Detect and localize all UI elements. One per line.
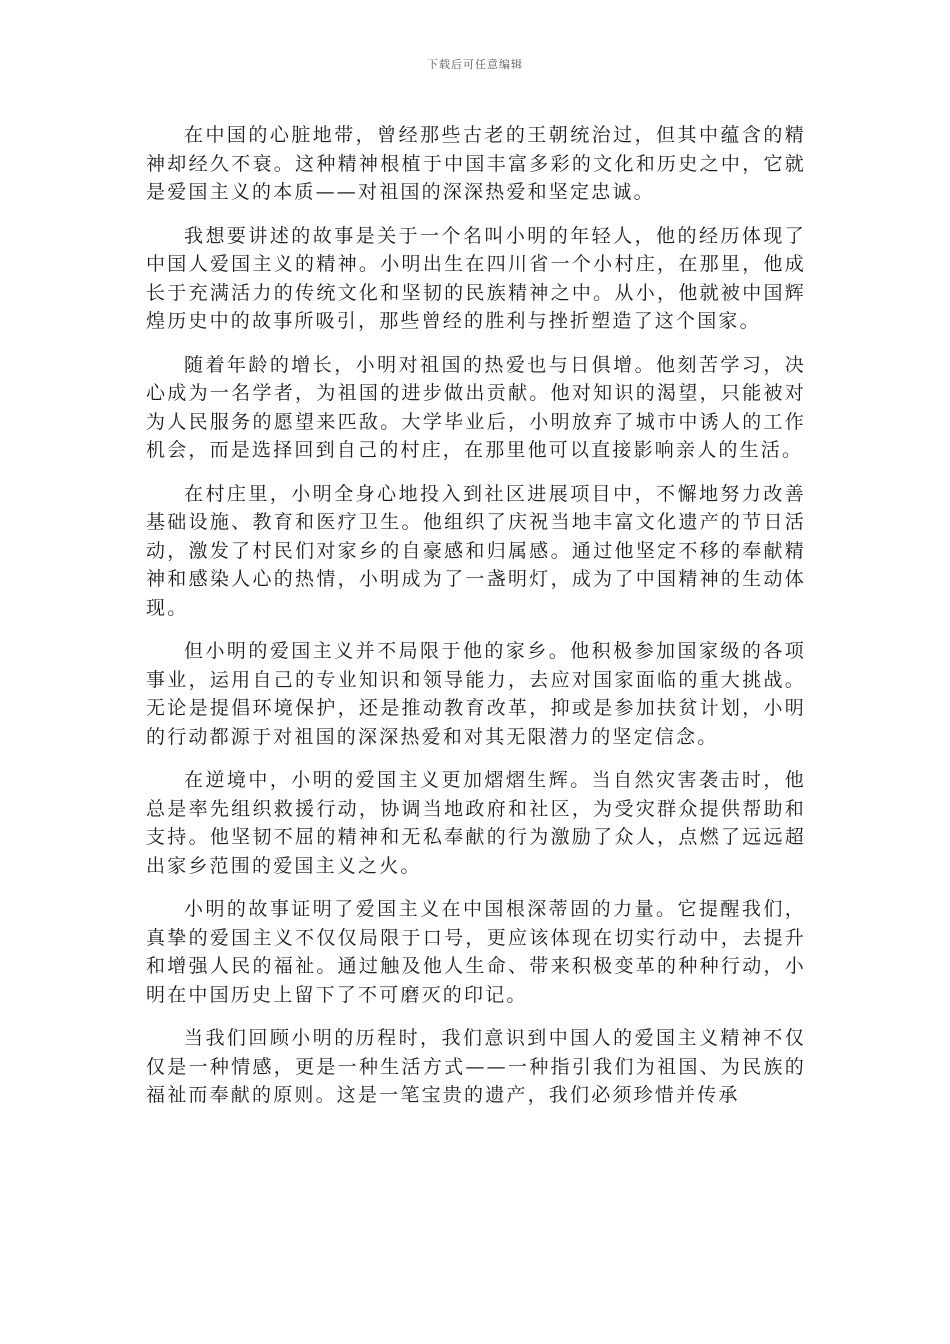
paragraph-7: 小明的故事证明了爱国主义在中国根深蒂固的力量。它提醒我们，真挚的爱国主义不仅仅局限于口号，更应该体现在切实行动中，去提升和增强人民的福祉。通过触及他人生命、带来积极变革的种种行动，小明在中国历史上留下了不可磨灭的印记。 xyxy=(146,898,806,1006)
paragraph-8: 当我们回顾小明的历程时，我们意识到中国人的爱国主义精神不仅仅是一种情感，更是一种生活方式——一种指引我们为祖国、为民族的福祉而奉献的原则。这是一笔宝贵的遗产，我们必须珍惜并传承 xyxy=(146,1027,806,1106)
paragraph-5: 但小明的爱国主义并不局限于他的家乡。他积极参加国家级的各项事业，运用自己的专业知识和领导能力，去应对国家面临的重大挑战。无论是提倡环境保护，还是推动教育改革，抑或是参加扶贫计划，小明的行动都源于对祖国的深深热爱和对其无限潜力的坚定信念。 xyxy=(146,640,806,748)
paragraph-3: 随着年龄的增长，小明对祖国的热爱也与日俱增。他刻苦学习，决心成为一名学者，为祖国的进步做出贡献。他对知识的渴望，只能被对为人民服务的愿望来匹敌。大学毕业后，小明放弃了城市中诱人的工作机会，而是选择回到自己的村庄，在那里他可以直接影响亲人的生活。 xyxy=(146,353,806,461)
paragraph-4: 在村庄里，小明全身心地投入到社区进展项目中，不懈地努力改善基础设施、教育和医疗卫生。他组织了庆祝当地丰富文化遗产的节日活动，激发了村民们对家乡的自豪感和归属感。通过他坚定不移的奉献精神和感染人心的热情，小明成为了一盏明灯，成为了中国精神的生动体现。 xyxy=(146,482,806,619)
header-note: 下载后可任意编辑 xyxy=(427,58,523,71)
document-body xyxy=(146,121,806,1125)
paragraph-6: 在逆境中，小明的爱国主义更加熠熠生辉。当自然灾害袭击时，他总是率先组织救援行动，协调当地政府和社区，为受灾群众提供帮助和支持。他坚韧不屈的精神和无私奉献的行为激励了众人，点燃了远远超出家乡范围的爱国主义之火。 xyxy=(146,769,806,877)
paragraph-2: 我想要讲述的故事是关于一个名叫小明的年轻人，他的经历体现了中国人爱国主义的精神。小明出生在四川省一个小村庄，在那里，他成长于充满活力的传统文化和坚韧的民族精神之中。从小，他就被中国辉煌历史中的故事所吸引，那些曾经的胜利与挫折塑造了这个国家。 xyxy=(146,224,806,332)
paragraph-1: 在中国的心脏地带，曾经那些古老的王朝统治过，但其中蕴含的精神却经久不衰。这种精神根植于中国丰富多彩的文化和历史之中，它就是爱国主义的本质——对祖国的深深热爱和坚定忠诚。 xyxy=(146,124,806,203)
